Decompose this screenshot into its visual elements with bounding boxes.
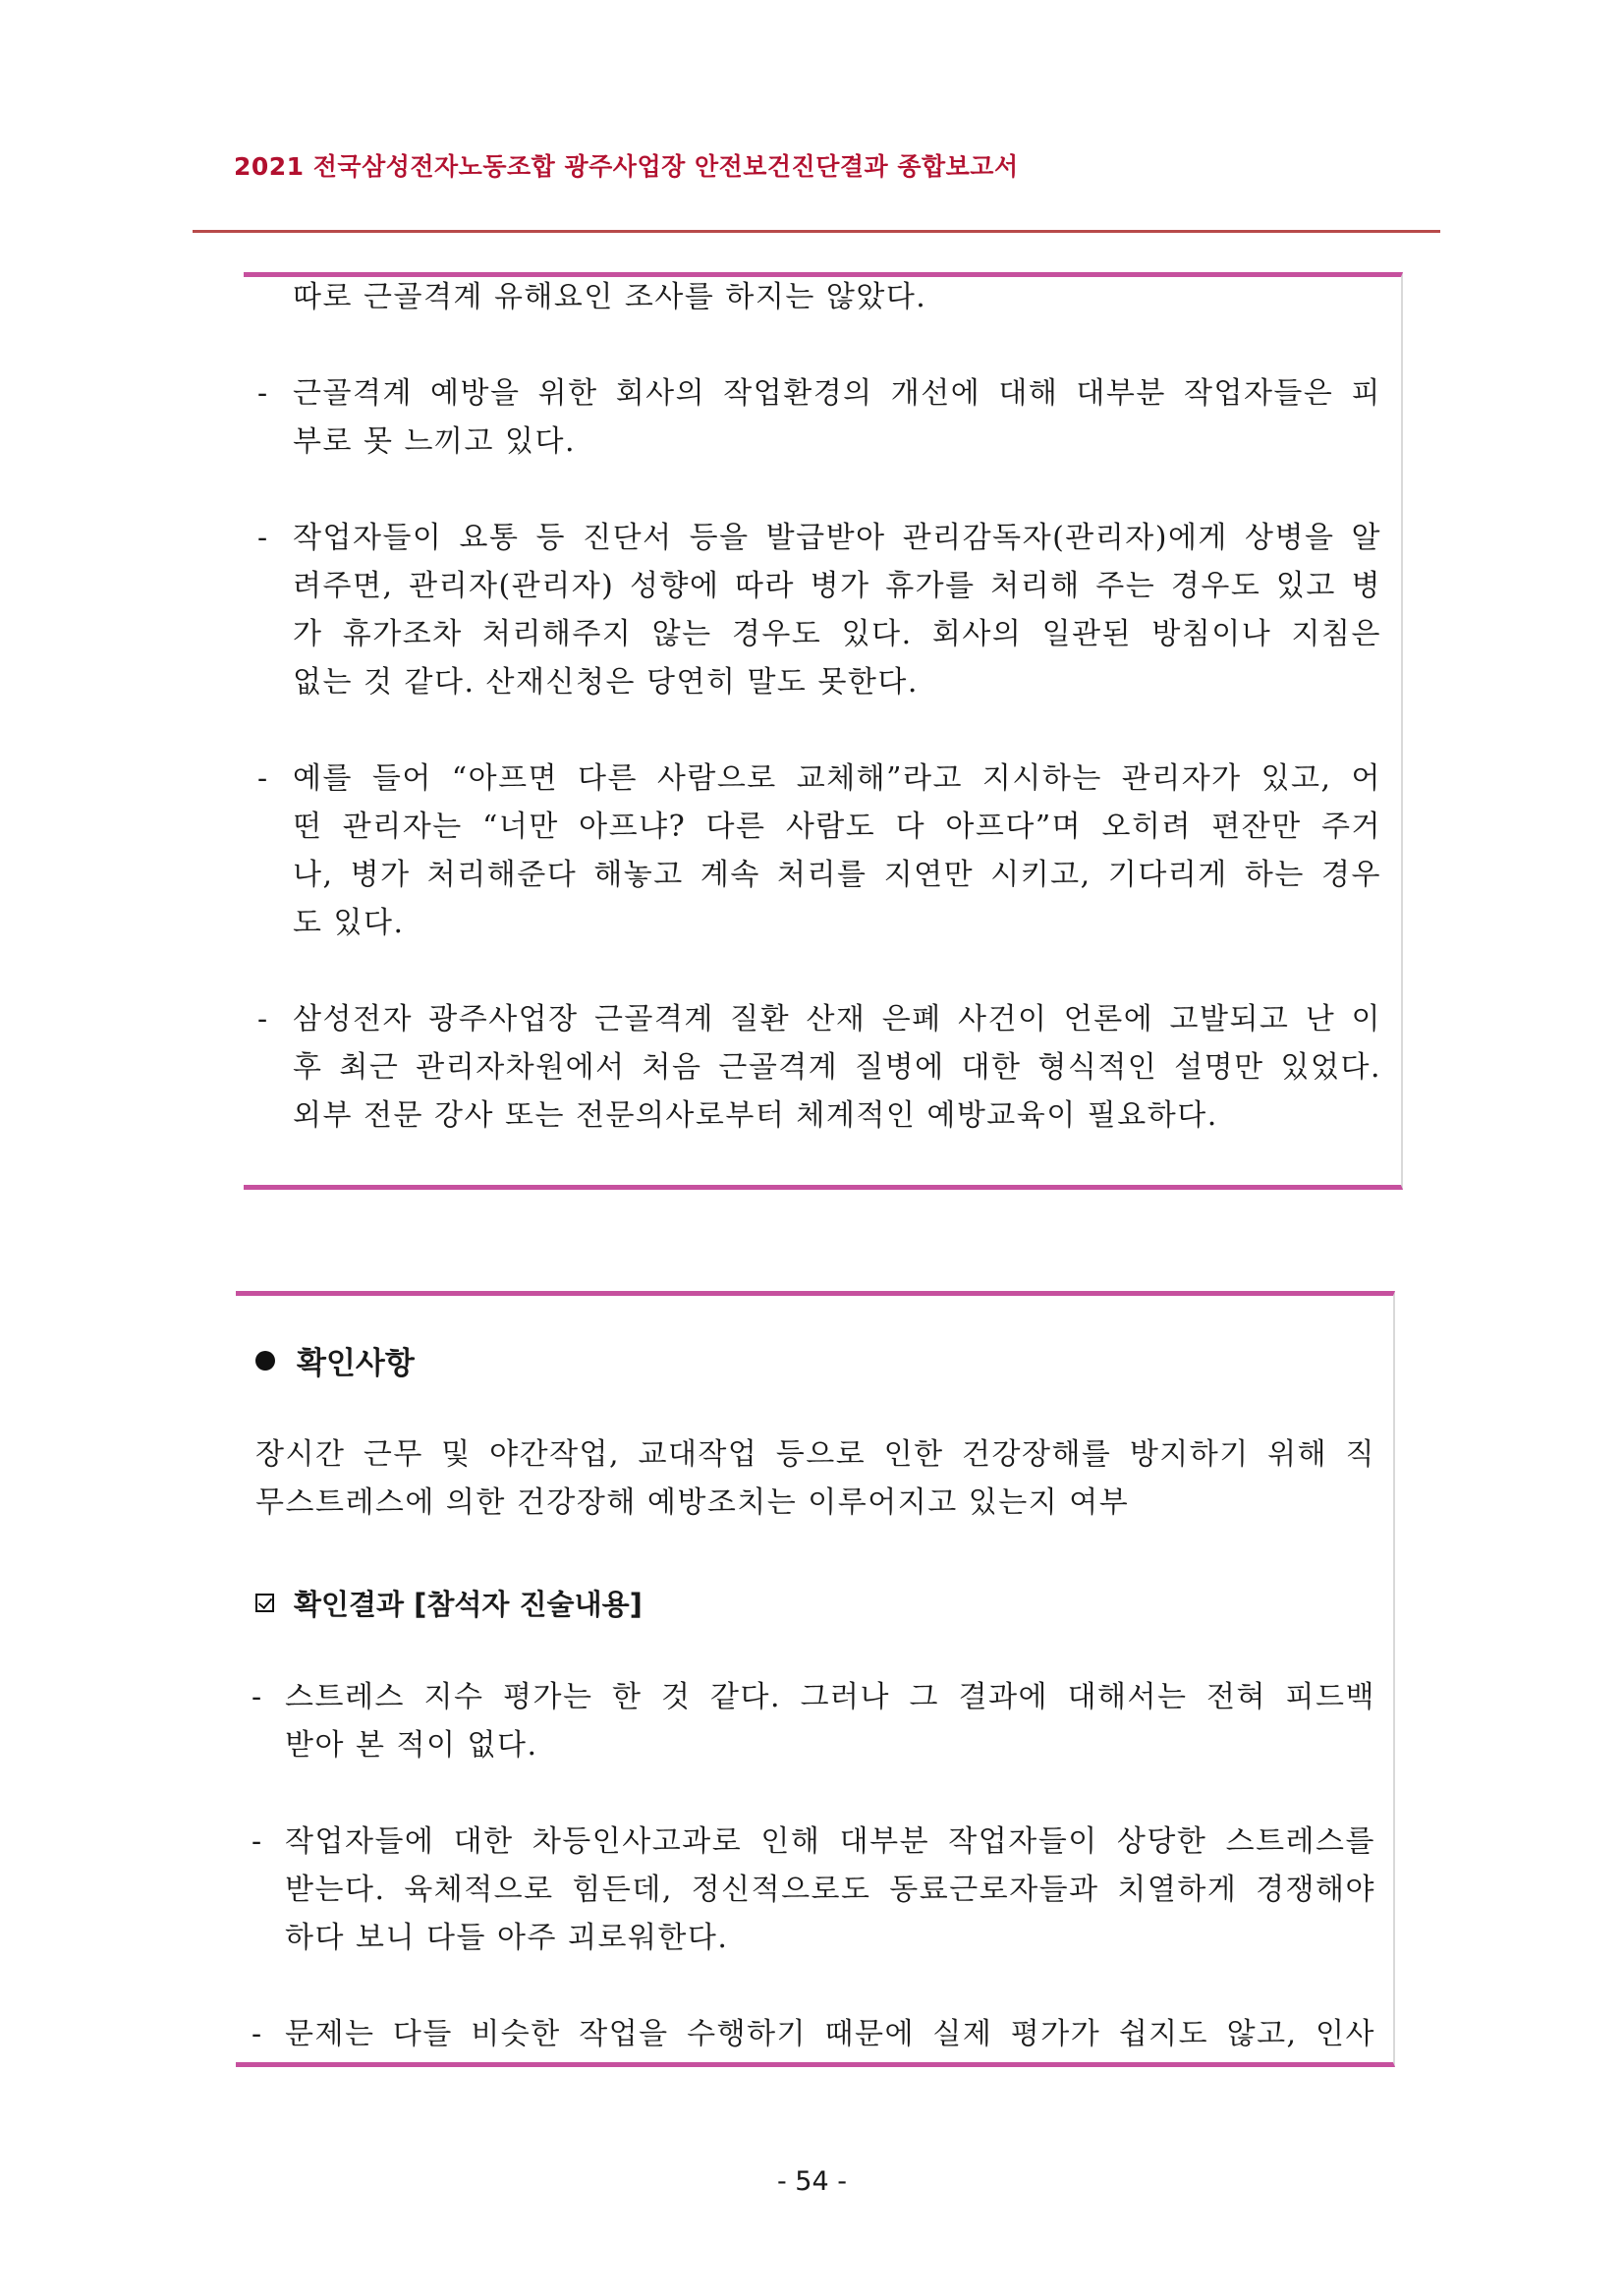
list-item-line: 없는 것 같다. 산재신청은 당연히 말도 못한다. (293, 665, 919, 700)
dash-bullet: - (252, 1680, 262, 1714)
dash-bullet: - (252, 2017, 262, 2051)
list-item-line: 가 휴가조차 처리해주지 않는 경우도 있다. 회사의 일관된 방침이나 지침은 (293, 617, 1381, 651)
result-heading-text: 확인결과 [참석자 진술내용] (294, 1588, 643, 1621)
list-item-line: 스트레스 지수 평가는 한 것 같다. 그러나 그 결과에 대해서는 전혀 피드백 (285, 1680, 1375, 1714)
list-item-line: 부로 못 느끼고 있다. (293, 424, 576, 459)
header-divider (193, 230, 1440, 233)
list-item-line: 도 있다. (293, 906, 405, 940)
intro-line: 장시간 근무 및 야간작업, 교대작업 등으로 인한 건강장해를 방지하기 위해 직 (255, 1437, 1375, 1472)
document-header-title: 2021 전국삼성전자노동조합 광주사업장 안전보건진단결과 종합보고서 (234, 152, 1019, 181)
list-item-line: 려주면, 관리자(관리자) 성향에 따라 병가 휴가를 처리해 주는 경우도 있고 병 (293, 569, 1381, 603)
list-item-line: 나, 병가 처리해준다 해놓고 계속 처리를 지연만 시키고, 기다리게 하는 경우 (293, 858, 1381, 892)
dash-bullet: - (257, 376, 268, 411)
checkbox-checked-icon (255, 1594, 274, 1612)
section-heading-text: 확인사항 (297, 1346, 415, 1381)
list-item-line: 외부 전문 강사 또는 전문의사로부터 체계적인 예방교육이 필요하다. (293, 1098, 1218, 1133)
dash-bullet: - (252, 1824, 262, 1859)
list-item-line: 받는다. 육체적으로 힘든데, 정신적으로도 동료근로자들과 치열하게 경쟁해야 (285, 1873, 1375, 1907)
list-item-line: 문제는 다들 비슷한 작업을 수행하기 때문에 실제 평가가 쉽지도 않고, 인사 (285, 2017, 1375, 2051)
dash-bullet: - (257, 1002, 268, 1036)
bullet-dot-icon (255, 1351, 275, 1371)
list-item-line: 하다 보니 다들 아주 괴로워한다. (285, 1921, 729, 1955)
dash-bullet: - (257, 761, 268, 796)
list-item-line: 받아 본 적이 없다. (285, 1728, 538, 1763)
page-number: - 54 - (776, 2166, 847, 2197)
list-item-line: 작업자들에 대한 차등인사고과로 인해 대부분 작업자들이 상당한 스트레스를 (285, 1824, 1375, 1859)
list-item-line: 삼성전자 광주사업장 근골격계 질환 산재 은폐 사건이 언론에 고발되고 난 이 (293, 1002, 1381, 1036)
intro-line: 무스트레스에 의한 건강장해 예방조치는 이루어지고 있는지 여부 (255, 1485, 1130, 1520)
continued-line: 따로 근골격계 유해요인 조사를 하지는 않았다. (293, 280, 927, 314)
list-item-line: 떤 관리자는 “너만 아프냐? 다른 사람도 다 아프다”며 오히려 편잔만 주거 (293, 810, 1381, 844)
list-item-line: 후 최근 관리자차원에서 처음 근골격계 질병에 대한 형식적인 설명만 있었다. (293, 1050, 1381, 1085)
list-item-line: 근골격계 예방을 위한 회사의 작업환경의 개선에 대해 대부분 작업자들은 피 (293, 376, 1381, 411)
result-heading (255, 1583, 643, 1623)
dash-bullet: - (257, 521, 268, 555)
section-heading (255, 1338, 415, 1382)
list-item-line: 작업자들이 요통 등 진단서 등을 발급받아 관리감독자(관리자)에게 상병을 알 (293, 521, 1381, 555)
list-item-line: 예를 들어 “아프면 다른 사람으로 교체해”라고 지시하는 관리자가 있고, 어 (293, 761, 1381, 796)
